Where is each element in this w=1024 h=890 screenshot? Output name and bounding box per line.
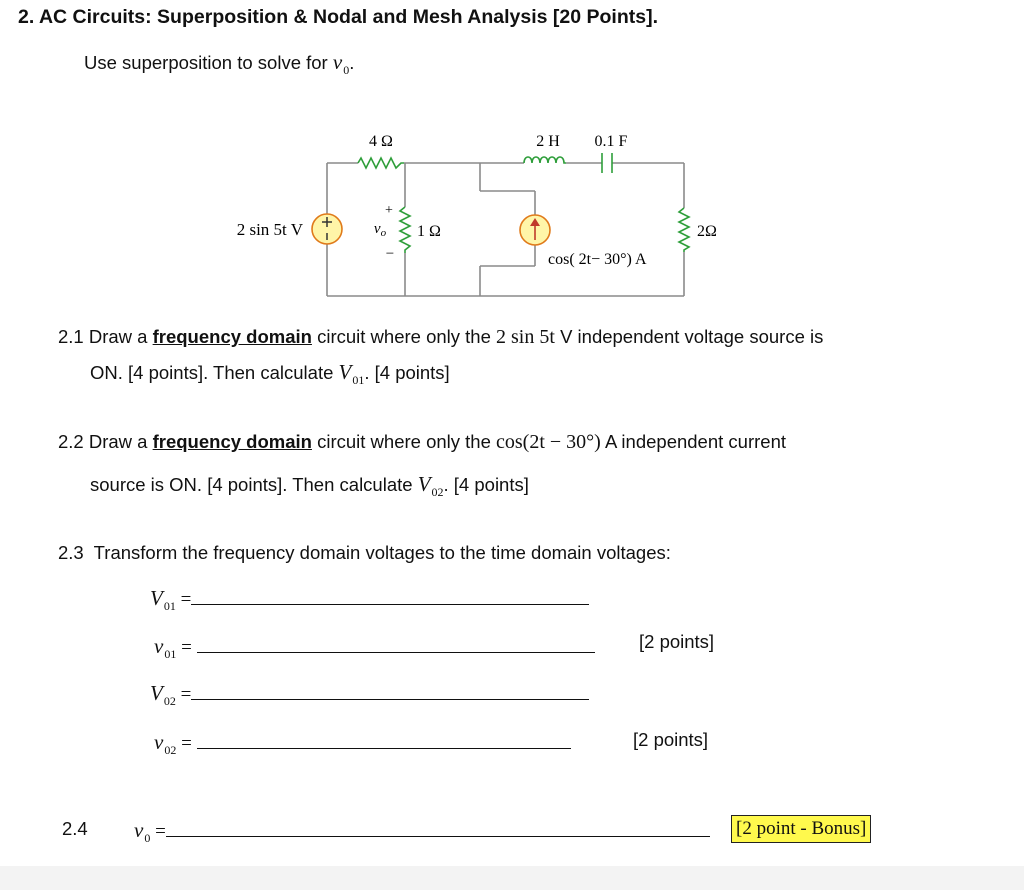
resistor-2ohm: [679, 208, 689, 252]
blank-vo[interactable]: [166, 818, 710, 837]
blank-v01[interactable]: [197, 634, 595, 653]
blank-V02[interactable]: [191, 681, 589, 700]
answer-line-V01: $V_{01}$ =: [150, 586, 589, 614]
section-heading: 2. AC Circuits: Superposition & Nodal and Mesh Analysis [20 Points].: [18, 6, 658, 28]
points-v02: [2 points]: [633, 729, 709, 750]
blank-v02[interactable]: [197, 730, 571, 749]
answer-line-v01: $v_{01}$ =: [154, 634, 595, 662]
intro-line: Use superposition to solve for $v_0$.: [84, 50, 355, 77]
question-2-2-line2: source is ON. [4 points]. Then calculate $V_{02}$. [4 points]: [90, 472, 529, 499]
current-source: [520, 215, 550, 245]
label-minus: −: [385, 246, 395, 262]
label-vo: $v_o$: [373, 221, 387, 239]
blank-V01[interactable]: [191, 586, 589, 605]
question-2-4-num: 2.4: [62, 818, 88, 839]
circuit-diagram: [0, 120, 1024, 305]
label-capacitor: 0.1 F: [594, 133, 628, 150]
question-2-1-line2: ON. [4 points]. Then calculate $V_{01}$. [4 points]: [90, 360, 450, 387]
math-2sin5t: 2 sin 5t: [496, 326, 555, 348]
voltage-source: [312, 214, 342, 244]
label-current-source: cos( 2t− 30°) A: [548, 251, 647, 268]
points-v01: [2 points]: [639, 631, 715, 652]
capacitor-0-1f: [602, 153, 612, 173]
intro-var: $v_0$: [332, 50, 350, 77]
intro-text: Use superposition to solve for: [84, 52, 328, 73]
answer-line-vo: $v_0$ =: [134, 818, 710, 846]
bonus-badge: [2 point - Bonus]: [731, 815, 871, 843]
label-voltage-source: 2 sin 5t V: [236, 220, 303, 239]
question-2-1-line1: 2.1 Draw a frequency domain circuit where only the 2 sin 5t V independent voltage source is: [58, 326, 824, 348]
label-resistor-1: 1 Ω: [417, 223, 441, 240]
emph-frequency-domain: frequency domain: [152, 326, 312, 347]
answer-line-v02: $v_{02}$ =: [154, 730, 571, 758]
inductor-2h: [524, 157, 566, 163]
resistor-4ohm: [358, 158, 404, 168]
math-cos: cos(2t − 30°): [496, 431, 601, 453]
question-2-2-line1: 2.2 Draw a frequency domain circuit where only the cos(2t − 30°) A independent current: [58, 431, 786, 453]
label-resistor-4: 4 Ω: [369, 133, 393, 150]
resistor-1ohm: [400, 207, 410, 253]
page-bottom-bar: [0, 866, 1024, 890]
answer-line-V02: $V_{02}$ =: [150, 681, 589, 709]
label-inductor: 2 H: [536, 133, 560, 150]
question-2-3: 2.3 Transform the frequency domain voltages to the time domain voltages:: [58, 542, 671, 563]
label-resistor-2: 2Ω: [697, 223, 717, 240]
emph-frequency-domain-2: frequency domain: [152, 431, 312, 452]
label-plus: +: [385, 203, 393, 218]
